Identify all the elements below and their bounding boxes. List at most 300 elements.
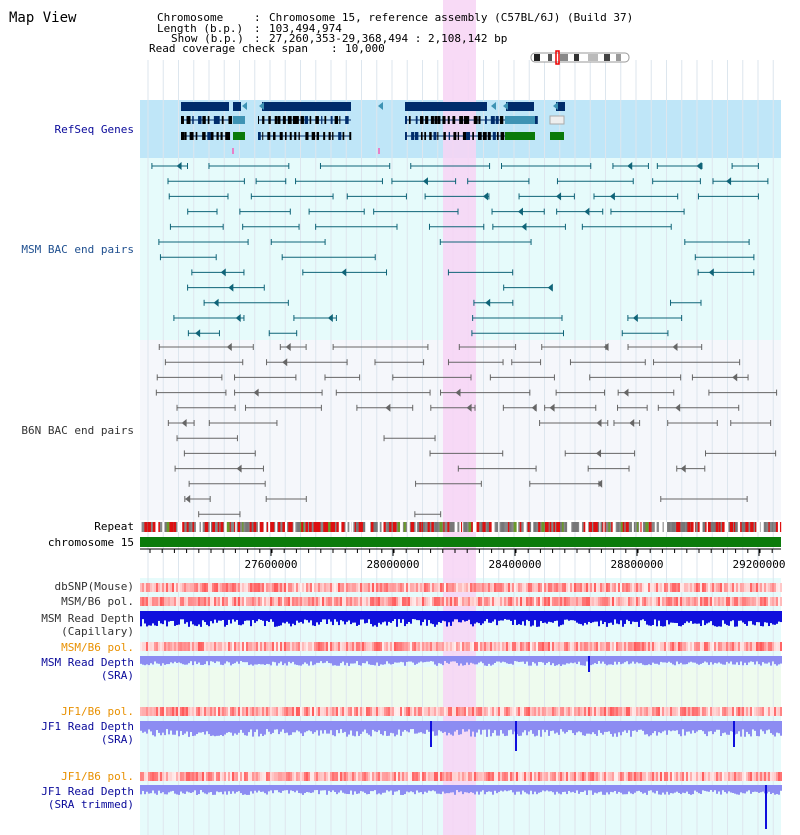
heat-cell (702, 583, 704, 592)
depth-bar (694, 611, 696, 623)
heat-cell (196, 583, 198, 592)
heat-cell (372, 642, 374, 651)
heat-cell (770, 707, 772, 716)
depth-bar (280, 721, 282, 732)
repeat-element (623, 522, 625, 532)
track-label-msm-bac[interactable]: MSM BAC end pairs (21, 243, 134, 256)
depth-bar (172, 656, 174, 663)
heat-cell (620, 707, 622, 716)
heat-cell (688, 642, 690, 651)
heat-cell (482, 583, 484, 592)
heat-cell (224, 597, 226, 606)
heat-cell (540, 583, 542, 592)
heat-cell (480, 583, 482, 592)
depth-bar (728, 656, 730, 663)
depth-bar (156, 721, 158, 730)
heat-cell (746, 583, 748, 592)
heat-cell (654, 597, 656, 606)
heat-cell (392, 583, 394, 592)
heat-cell (172, 642, 174, 651)
heat-cell (264, 772, 266, 781)
depth-bar (262, 656, 264, 664)
depth-bar (306, 721, 308, 731)
depth-bar (374, 785, 376, 790)
depth-bar (618, 611, 620, 624)
depth-bar (386, 785, 388, 790)
repeat-element (687, 522, 688, 532)
depth-bar (670, 611, 672, 623)
chromosome-colon: : (254, 11, 261, 24)
depth-bar (478, 721, 480, 730)
depth-bar (146, 656, 148, 664)
heat-cell (506, 583, 508, 592)
depth-bar (410, 721, 412, 729)
heat-cell (502, 642, 504, 651)
repeat-element (614, 522, 616, 532)
depth-bar (604, 611, 606, 622)
heat-cell (152, 642, 154, 651)
repeat-element (158, 522, 160, 532)
heat-cell (232, 583, 234, 592)
depth-bar (160, 656, 162, 666)
depth-bar (614, 785, 616, 791)
depth-bar (418, 656, 420, 663)
heat-cell (234, 772, 236, 781)
depth-bar (464, 656, 466, 665)
depth-bar (518, 611, 520, 624)
heat-cell (738, 583, 740, 592)
depth-bar (616, 721, 618, 737)
heat-cell (474, 642, 476, 651)
depth-bar (756, 785, 758, 792)
depth-bar (174, 656, 176, 662)
heat-cell (580, 772, 582, 781)
heat-cell (648, 583, 650, 592)
depth-bar (336, 721, 338, 730)
heat-cell (730, 583, 732, 592)
depth-bar (764, 721, 766, 734)
repeat-element (218, 522, 220, 532)
depth-bar (624, 785, 626, 794)
heat-cell (318, 707, 320, 716)
heat-cell (774, 707, 776, 716)
depth-bar (640, 656, 642, 663)
heat-cell (720, 707, 722, 716)
depth-bar (496, 721, 498, 736)
heat-cell (730, 597, 732, 606)
heat-cell (460, 642, 462, 651)
depth-bar (342, 611, 344, 621)
heat-cell (466, 642, 468, 651)
heat-cell (338, 642, 340, 651)
depth-bar (188, 721, 190, 737)
heat-cell (368, 597, 370, 606)
heat-cell (442, 583, 444, 592)
heat-cell (748, 707, 750, 716)
depth-bar (582, 656, 584, 665)
heat-cell (462, 597, 464, 606)
depth-bar (210, 611, 212, 621)
repeat-element (545, 522, 549, 532)
depth-bar (738, 656, 740, 665)
heat-cell (332, 707, 334, 716)
heat-cell (340, 642, 342, 651)
track-label-msm-b6-pol[interactable]: MSM/B6 pol. (61, 595, 134, 608)
heat-cell (532, 597, 534, 606)
depth-bar (450, 611, 452, 626)
heat-cell (486, 707, 488, 716)
depth-bar (382, 785, 384, 793)
depth-bar (246, 611, 248, 620)
heat-cell (704, 642, 706, 651)
depth-bar (150, 656, 152, 663)
depth-bar (638, 785, 640, 791)
heat-cell (598, 583, 600, 592)
depth-bar (256, 656, 258, 665)
depth-bar (486, 611, 488, 619)
heat-cell (618, 772, 620, 781)
depth-bar (526, 611, 528, 620)
heat-cell (386, 772, 388, 781)
depth-bar (478, 785, 480, 795)
heat-cell (188, 772, 190, 781)
depth-bar (394, 611, 396, 619)
track-label-jf1-b6-pol-trim[interactable]: JF1/B6 pol. (61, 770, 134, 783)
depth-bar (146, 611, 148, 626)
heat-cell (622, 707, 624, 716)
depth-bar (634, 785, 636, 793)
heat-cell (476, 772, 478, 781)
heat-cell (608, 583, 610, 592)
heat-cell (402, 597, 404, 606)
track-label-msm-depth-capillary[interactable]: MSM Read Depth (41, 612, 134, 625)
depth-bar (264, 611, 266, 626)
track-label-repeat[interactable]: Repeat (94, 520, 134, 533)
heat-cell (312, 583, 314, 592)
depth-bar (684, 611, 686, 623)
heat-cell (726, 597, 728, 606)
depth-bar (366, 785, 368, 794)
repeat-element (242, 522, 243, 532)
heat-cell (662, 583, 664, 592)
heat-cell (572, 772, 574, 781)
depth-bar (568, 785, 570, 791)
depth-bar (248, 656, 250, 665)
heat-cell (302, 583, 304, 592)
heat-cell (690, 772, 692, 781)
heat-cell (320, 772, 322, 781)
heat-cell (768, 772, 770, 781)
heat-cell (604, 707, 606, 716)
depth-bar (190, 785, 192, 793)
heat-cell (554, 772, 556, 781)
depth-bar (390, 785, 392, 791)
depth-bar (286, 721, 288, 733)
depth-bar (388, 656, 390, 664)
depth-bar (394, 785, 396, 792)
heat-cell (178, 597, 180, 606)
heat-cell (236, 772, 238, 781)
heat-cell (686, 772, 688, 781)
heat-cell (656, 642, 658, 651)
repeat-element (245, 522, 248, 532)
depth-bar (150, 721, 152, 731)
heat-cell (464, 597, 466, 606)
heat-cell (244, 583, 246, 592)
heat-cell (602, 707, 604, 716)
heat-cell (306, 642, 308, 651)
depth-bar (470, 611, 472, 624)
depth-bar (774, 656, 776, 664)
heat-cell (646, 642, 648, 651)
heat-cell (462, 772, 464, 781)
depth-bar (576, 721, 578, 732)
heat-cell (772, 642, 774, 651)
heat-cell (454, 707, 456, 716)
heat-cell (216, 772, 218, 781)
heat-cell (548, 597, 550, 606)
track-label-msm-b6-pol-sra[interactable]: MSM/B6 pol. (61, 641, 134, 654)
heat-cell (350, 583, 352, 592)
depth-bar (206, 611, 208, 625)
repeat-element (730, 522, 733, 532)
depth-bar (776, 721, 778, 733)
track-label-msm-depth-sra[interactable]: MSM Read Depth (41, 656, 134, 669)
heat-cell (302, 772, 304, 781)
repeat-element (182, 522, 184, 532)
heat-cell (486, 583, 488, 592)
heat-cell (610, 772, 612, 781)
heat-cell (152, 597, 154, 606)
heat-cell (680, 583, 682, 592)
heat-cell (586, 597, 588, 606)
heat-cell (194, 583, 196, 592)
chromosome-value: Chromosome 15, reference assembly (C57BL/6J) (Build 37) (269, 11, 634, 24)
depth-bar (198, 785, 200, 794)
heat-cell (714, 707, 716, 716)
heat-cell (588, 597, 590, 606)
heat-cell (442, 772, 444, 781)
heat-cell (420, 583, 422, 592)
heat-cell (710, 642, 712, 651)
heat-cell (176, 642, 178, 651)
chromosome-label: Chromosome (157, 11, 224, 24)
depth-bar (158, 611, 160, 621)
heat-cell (272, 597, 274, 606)
depth-bar (672, 721, 674, 730)
heat-cell (684, 642, 686, 651)
heat-cell (140, 642, 142, 651)
heat-cell (384, 707, 386, 716)
heat-cell (514, 772, 516, 781)
depth-bar (296, 611, 298, 621)
depth-bar (518, 721, 520, 736)
depth-bar (458, 785, 460, 792)
heat-cell (504, 583, 506, 592)
depth-bar (414, 656, 416, 665)
heat-cell (590, 642, 592, 651)
depth-bar (628, 656, 630, 664)
heat-cell (416, 642, 418, 651)
depth-bar (488, 656, 490, 664)
heat-cell (434, 642, 436, 651)
depth-bar (636, 785, 638, 791)
depth-bar (198, 721, 200, 732)
repeat-element (352, 522, 354, 532)
gene-exon (305, 132, 308, 140)
depth-bar (288, 785, 290, 794)
heat-cell (320, 597, 322, 606)
depth-bar (376, 611, 378, 627)
gene-exon (431, 116, 434, 124)
depth-bar (762, 721, 764, 731)
depth-bar (656, 721, 658, 736)
depth-bar (564, 721, 566, 734)
depth-bar (226, 656, 228, 661)
heat-cell (688, 597, 690, 606)
depth-bar (438, 611, 440, 622)
depth-bar (414, 611, 416, 619)
depth-bar (712, 785, 714, 792)
depth-bar (342, 656, 344, 662)
depth-bar (600, 611, 602, 621)
depth-bar (452, 611, 454, 622)
heat-cell (458, 583, 460, 592)
track-label-jf1-depth-sra[interactable]: JF1 Read Depth (41, 720, 134, 733)
depth-bar (610, 656, 612, 664)
gene-exon (262, 116, 264, 124)
depth-bar (350, 656, 352, 664)
gene-exon (324, 116, 326, 124)
heat-cell (654, 772, 656, 781)
heat-cell (476, 597, 478, 606)
gene-exon (429, 132, 431, 140)
depth-bar (326, 656, 328, 661)
depth-bar (194, 611, 196, 626)
heat-cell (192, 583, 194, 592)
depth-bar (424, 721, 426, 734)
depth-bar (716, 656, 718, 663)
depth-bar (224, 656, 226, 664)
depth-bar (680, 656, 682, 663)
repeat-element (589, 522, 592, 532)
heat-cell (256, 597, 258, 606)
heat-cell (278, 642, 280, 651)
gene-exon (453, 132, 456, 140)
depth-bar (328, 611, 330, 619)
heat-cell (276, 597, 278, 606)
heat-cell (744, 583, 746, 592)
depth-bar (260, 611, 262, 620)
heat-cell (658, 772, 660, 781)
heat-cell (186, 642, 188, 651)
depth-bar (244, 656, 246, 662)
gene-exon (483, 132, 487, 140)
heat-cell (536, 707, 538, 716)
depth-bar (272, 611, 274, 622)
depth-bar (674, 721, 676, 731)
track-label-chromosome[interactable]: chromosome 15 (47, 536, 134, 549)
depth-bar (608, 611, 610, 623)
track-label-dbsnp[interactable]: dbSNP(Mouse) (54, 580, 134, 593)
heat-cell (514, 583, 516, 592)
heat-cell (576, 597, 578, 606)
depth-bar (772, 656, 774, 661)
heat-cell (472, 597, 474, 606)
depth-bar (706, 721, 708, 736)
depth-bar (240, 785, 242, 793)
depth-bar (152, 656, 154, 665)
depth-bar (688, 721, 690, 732)
heat-cell (546, 642, 548, 651)
heat-cell (566, 642, 568, 651)
gene-utr (233, 116, 245, 124)
heat-cell (736, 597, 738, 606)
heat-cell (570, 642, 572, 651)
heat-cell (540, 707, 542, 716)
repeat-element (289, 522, 292, 532)
heat-cell (614, 597, 616, 606)
depth-bar (646, 611, 648, 625)
depth-bar (164, 785, 166, 794)
heat-cell (748, 642, 750, 651)
heat-cell (560, 597, 562, 606)
heat-cell (480, 707, 482, 716)
heat-cell (302, 707, 304, 716)
gene-exon (332, 132, 333, 140)
depth-bar (756, 611, 758, 622)
depth-bar (382, 656, 384, 665)
repeat-element (346, 522, 348, 532)
heat-cell (720, 772, 722, 781)
heat-cell (246, 642, 248, 651)
heat-cell (168, 707, 170, 716)
depth-bar (300, 656, 302, 666)
heat-cell (488, 642, 490, 651)
heat-cell (608, 597, 610, 606)
heat-cell (458, 642, 460, 651)
heat-cell (728, 597, 730, 606)
heat-cell (398, 597, 400, 606)
heat-cell (492, 597, 494, 606)
heat-cell (456, 772, 458, 781)
depth-bar (652, 721, 654, 733)
depth-bar (562, 721, 564, 732)
depth-bar (216, 611, 218, 623)
heat-cell (762, 597, 764, 606)
heat-cell (594, 707, 596, 716)
track-label-jf1-depth-trim[interactable]: JF1 Read Depth (41, 785, 134, 798)
depth-bar (172, 611, 174, 621)
heat-cell (714, 772, 716, 781)
depth-bar (368, 656, 370, 664)
depth-bar (250, 785, 252, 791)
heat-cell (196, 597, 198, 606)
track-label-jf1-b6-pol[interactable]: JF1/B6 pol. (61, 705, 134, 718)
heat-cell (762, 642, 764, 651)
track-label-refseq-genes[interactable]: RefSeq Genes (54, 123, 134, 136)
heat-cell (310, 642, 312, 651)
heat-cell (168, 642, 170, 651)
depth-bar (602, 656, 604, 662)
ideogram-band (534, 54, 540, 61)
heat-cell (208, 707, 210, 716)
heat-cell (568, 642, 570, 651)
depth-bar (688, 785, 690, 794)
depth-bar (310, 656, 312, 661)
track-label-b6n-bac[interactable]: B6N BAC end pairs (21, 424, 134, 437)
heat-cell (418, 707, 420, 716)
